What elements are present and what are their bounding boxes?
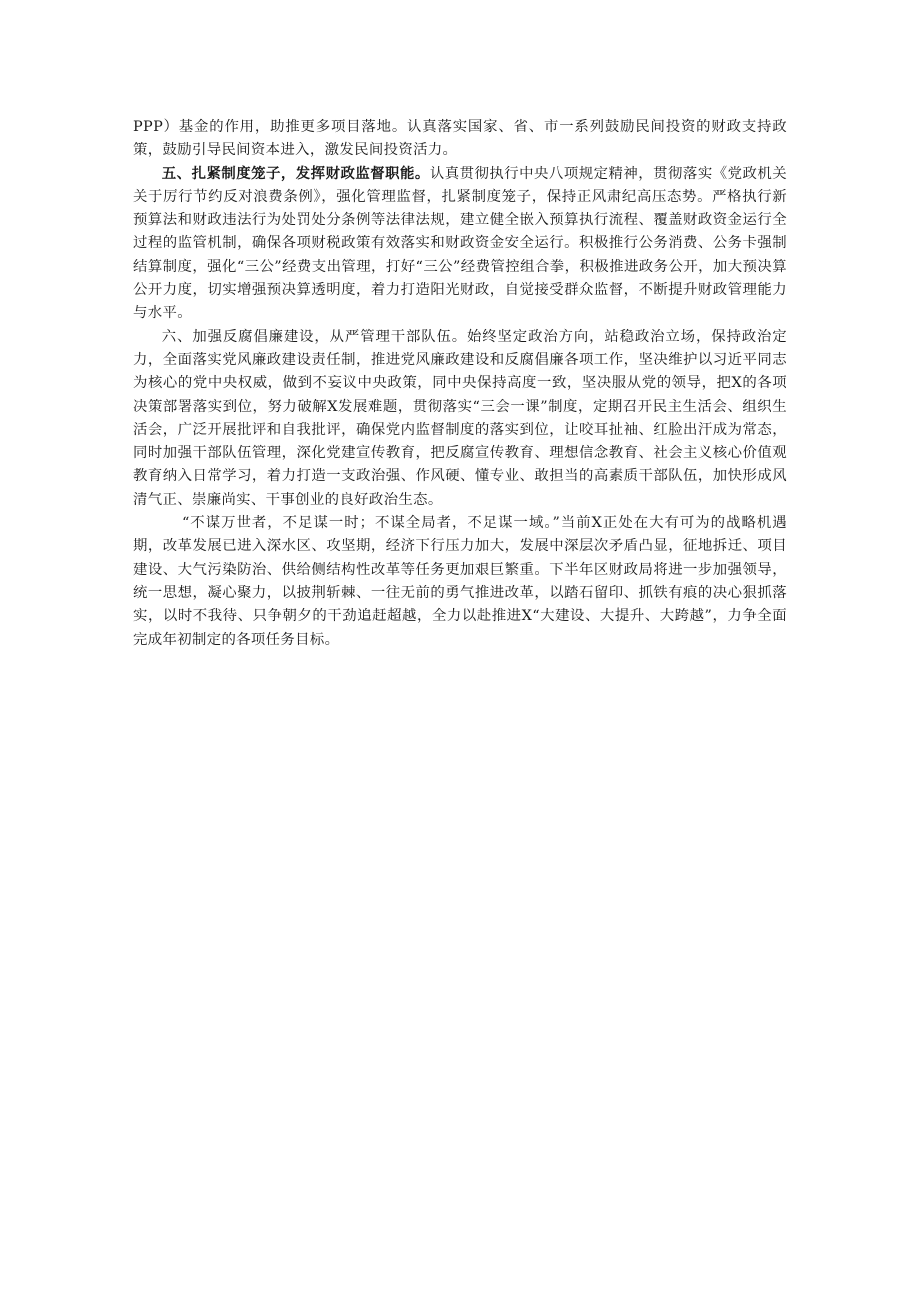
- paragraph-section-six: [133, 326, 787, 512]
- paragraph-section-five: [133, 163, 787, 326]
- paragraph-conclusion: [133, 512, 787, 652]
- paragraph-text: “不谋万世者，不足谋一时；不谋全局者，不足谋一域。”当前X正处在大有可为的战略机遇期，改革发展已进入深水区、攻坚期，经济下行压力加大，发展中深层次矛盾凸显，征地拆迁、项目建设、大气污染防治、供给侧结构性改革等任务更加艰巨繁重。下半年区财政局将进一步加强领导，统一思想，凝心聚力，以披荆斩棘、一往无前的勇气推进改革，以踏石留印、抓铁有痕的决心狠抓落实，以时不我待、只争朝夕的干劲追赶超越，全力以赴推进X“大建设、大提升、大跨越”，力争全面完成年初制定的各项任务目标。: [133, 515, 787, 648]
- section-heading-five: 五、扎紧制度笼子，发挥财政监督职能。: [161, 165, 430, 182]
- paragraph-text: 六、加强反腐倡廉建设，从严管理干部队伍。始终坚定政治方向，站稳政治立场，保持政治定力，全面落实党风廉政建设责任制，推进党风廉政建设和反腐倡廉各项工作，坚决维护以习近平同志为核心的党中央权威，做到不妄议中央政策，同中央保持高度一致，坚决服从党的领导，把X的各项决策部署落实到位，努力破解X发展难题，贯彻落实“三会一课”制度，定期召开民主生活会、组织生活会，广泛开展批评和自我批评，确保党内监督制度的落实到位，让咬耳扯袖、红脸出汗成为常态，同时加强干部队伍管理，深化党建宣传教育，把反腐宣传教育、理想信念教育、社会主义核心价值观教育纳入日常学习，着力打造一支政治强、作风硬、懂专业、敢担当的高素质干部队伍，加快形成风清气正、崇廉尚实、干事创业的良好政治生态。: [133, 328, 787, 508]
- paragraph-text: PPP）基金的作用，助推更多项目落地。认真落实国家、省、市一系列鼓励民间投资的财政支持政策，鼓励引导民间资本进入，激发民间投资活力。: [133, 119, 787, 159]
- paragraph-text: 认真贯彻执行中央八项规定精神，贯彻落实《党政机关关于厉行节约反对浪费条例》，强化管理监督，扎紧制度笼子，保持正风肃纪高压态势。严格执行新预算法和财政违法行为处罚处分条例等法律法规，建立健全嵌入预算执行流程、覆盖财政资金运行全过程的监管机制，确保各项财税政策有效落实和财政资金安全运行。积极推行公务消费、公务卡强制结算制度，强化“三公”经费支出管理，打好“三公”经费管控组合拳，积极推进政务公开，加大预决算公开力度，切实增强预决算透明度，着力打造阳光财政，自觉接受群众监督，不断提升财政管理能力与水平。: [133, 165, 787, 322]
- paragraph-ppp-fund: [133, 116, 787, 163]
- document-page: [133, 116, 787, 652]
